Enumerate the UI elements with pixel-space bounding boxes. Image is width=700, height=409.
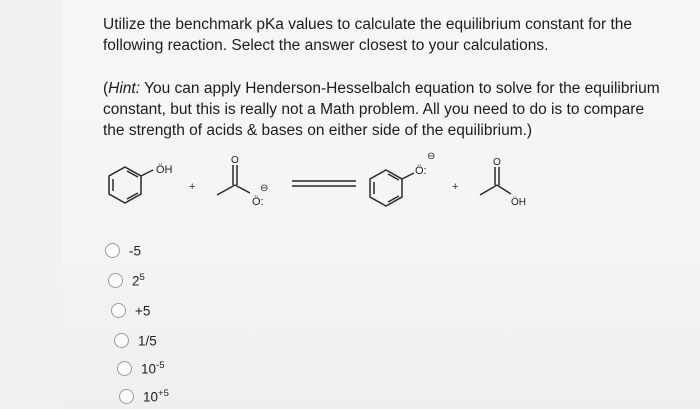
option-4[interactable] xyxy=(114,332,157,349)
question-text: Utilize the benchmark pKa values to calculate the equilibrium constant for the following reaction. Select the answer closest to your calculations. xyxy=(103,16,633,54)
acetate-charge: ⊖ xyxy=(260,183,269,194)
option-3-radio[interactable] xyxy=(111,303,126,318)
option-4-label: 1/5 xyxy=(138,333,157,349)
option-2[interactable] xyxy=(108,272,145,289)
plus-sign-right: + xyxy=(452,181,459,193)
acetic-acid-carbonyl-o: O xyxy=(493,157,501,168)
reaction-diagram xyxy=(90,145,560,225)
acetate-molecule xyxy=(217,165,250,195)
plus-sign-left: + xyxy=(189,181,196,193)
phenol-oh-label: ÖH xyxy=(156,164,173,176)
hint-text xyxy=(103,78,663,141)
acetate-carbonyl-o: O xyxy=(231,155,239,166)
option-1-label: -5 xyxy=(129,243,142,259)
option-5[interactable] xyxy=(117,360,164,377)
option-5-radio[interactable] xyxy=(117,361,132,376)
option-1-radio[interactable] xyxy=(105,243,120,258)
option-5-label: $10^{-5}$ xyxy=(141,360,165,377)
hint-body: You can apply Henderson-Hesselbalch equation to solve for the equilibrium constant, but this is really not a Math problem. All you need to do is to compare the strength of acids & bases on either side of the equilibrium.) xyxy=(103,80,660,139)
phenol-molecule xyxy=(109,167,153,203)
option-6[interactable] xyxy=(119,388,169,405)
option-6-radio[interactable] xyxy=(119,389,134,404)
option-4-radio[interactable] xyxy=(114,333,129,348)
phenoxide-charge: ⊖ xyxy=(427,151,436,162)
hint-open-paren: ( xyxy=(103,80,109,97)
phenoxide-molecule xyxy=(370,170,414,206)
acetic-acid-oh-label: ÖH xyxy=(511,197,526,208)
hint-label: Hint: xyxy=(108,80,141,97)
equilibrium-arrow xyxy=(292,181,356,186)
option-6-label: $10^{+5}$ xyxy=(143,388,169,405)
phenoxide-o-label: Ö: xyxy=(415,165,427,177)
option-2-label: $2^5$ xyxy=(132,272,145,289)
option-3[interactable] xyxy=(111,302,150,319)
option-1[interactable] xyxy=(105,242,141,259)
option-2-radio[interactable] xyxy=(108,273,123,288)
acetate-o-label: Ö: xyxy=(252,196,264,208)
option-3-label: +5 xyxy=(135,303,151,319)
acetic-acid-molecule xyxy=(480,167,511,195)
